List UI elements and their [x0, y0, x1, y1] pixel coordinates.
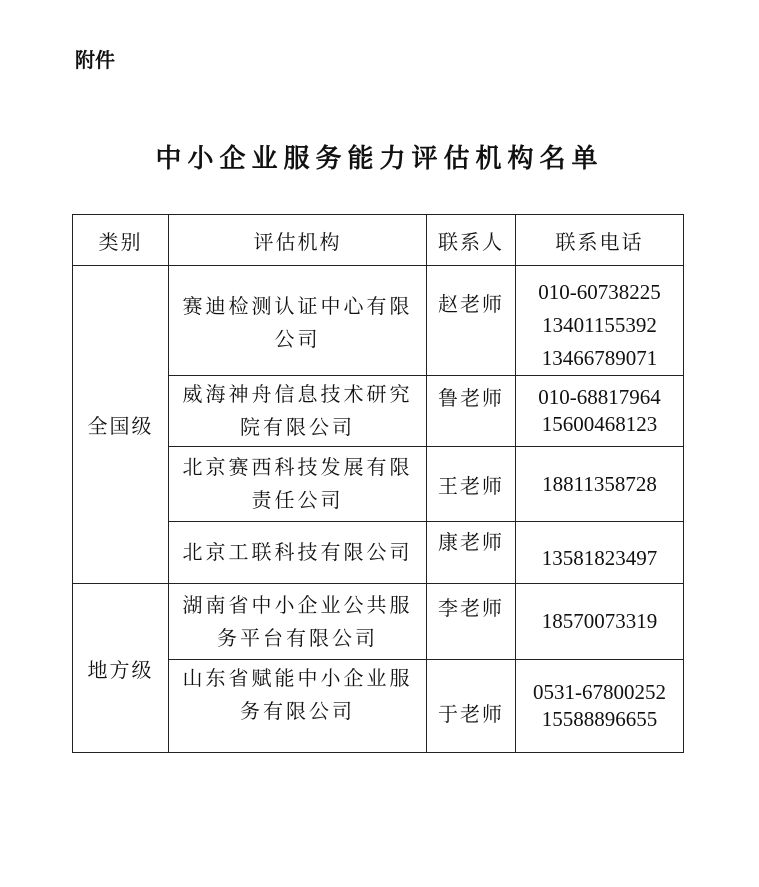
agency-name: 山东省赋能中小企业服 务有限公司	[169, 660, 427, 753]
table-row	[73, 266, 684, 376]
header-agency: 评估机构	[169, 215, 427, 266]
document-title: 中小企业服务能力评估机构名单	[155, 144, 604, 174]
phone-numbers: 010-60738225 13401155392 13466789071	[516, 266, 684, 376]
contact-person: 李老师	[427, 584, 516, 660]
contact-person: 康老师	[427, 522, 516, 584]
evaluation-agency-table	[72, 214, 684, 753]
phone-numbers: 13581823497	[516, 522, 684, 584]
phone-numbers: 0531-67800252 15588896655	[516, 660, 684, 753]
agency-name: 威海神舟信息技术研究 院有限公司	[169, 376, 427, 447]
attachment-label: 附件	[75, 48, 115, 72]
header-category: 类别	[73, 215, 169, 266]
header-contact: 联系人	[427, 215, 516, 266]
table-header-row	[73, 215, 684, 266]
contact-person: 鲁老师	[427, 376, 516, 447]
table-row	[73, 584, 684, 660]
header-phone: 联系电话	[516, 215, 684, 266]
agency-name: 赛迪检测认证中心有限 公司	[169, 266, 427, 376]
phone-numbers: 18811358728	[516, 447, 684, 522]
contact-person: 王老师	[427, 447, 516, 522]
agency-name: 湖南省中小企业公共服 务平台有限公司	[169, 584, 427, 660]
phone-numbers: 18570073319	[516, 584, 684, 660]
level-national: 全国级	[73, 266, 169, 584]
agency-name: 北京赛西科技发展有限 责任公司	[169, 447, 427, 522]
contact-person: 赵老师	[427, 266, 516, 376]
agency-name: 北京工联科技有限公司	[169, 522, 427, 584]
phone-numbers: 010-68817964 15600468123	[516, 376, 684, 447]
level-local: 地方级	[73, 584, 169, 753]
contact-person: 于老师	[427, 660, 516, 753]
